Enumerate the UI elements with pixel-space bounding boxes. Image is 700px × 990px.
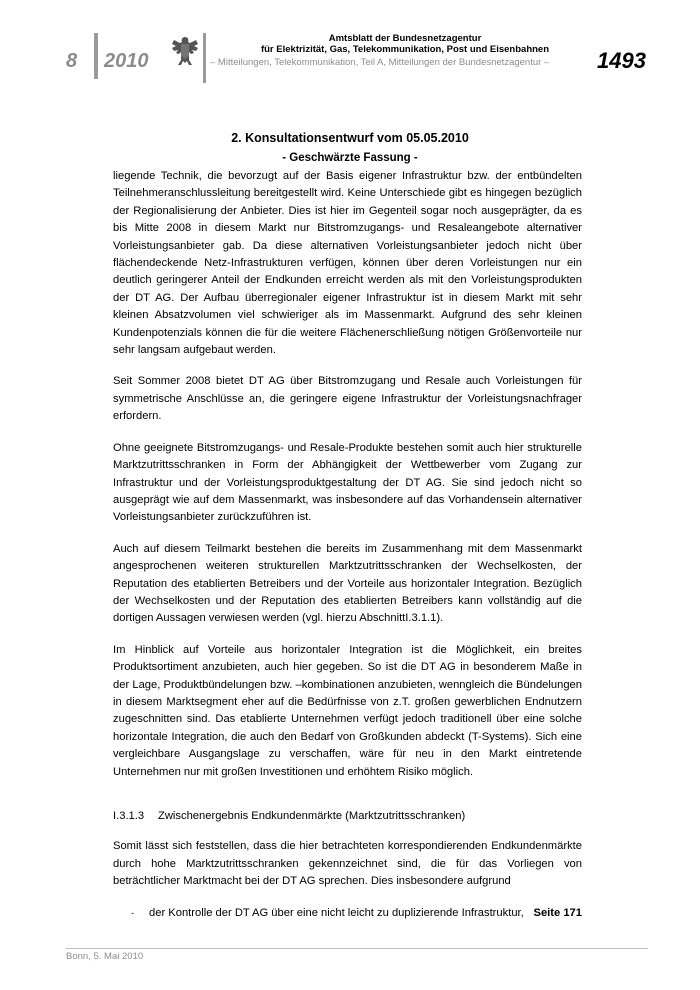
issue-year: 2010 xyxy=(104,50,149,72)
paragraph: Auch auf diesem Teilmarkt bestehen die bereits im Zusammenhang mit dem Massenmarkt angesprochenen weiteren strukturellen Marktzutrittsschranken der Wechselkosten, der Reputation des etablierten Betreibers und der Vorteile aus horizontaler Integration. Bezüglich der Wechselkosten und der Reputation des etablierten Betreibers kann vollständig auf die dortigen Aussagen verwiesen werden (vgl. hierzu AbschnittI.3.1.1). xyxy=(113,542,582,625)
footer-date: Bonn, 5. Mai 2010 xyxy=(66,951,144,962)
section-number: I.3.1.3 xyxy=(113,810,145,822)
document-subtitle: - Geschwärzte Fassung - xyxy=(282,152,418,164)
header-divider xyxy=(94,33,98,79)
list-item xyxy=(113,905,582,922)
footer-divider xyxy=(66,948,648,949)
bullet-dash: - xyxy=(131,907,134,918)
paragraph: Seit Sommer 2008 bietet DT AG über Bitstromzugang und Resale auch Vorleistungen für symmetrische Anschlüsse an, die geringere eigene Infrastruktur der Vorleistungsnachfrager erfordern. xyxy=(113,375,582,423)
section-title: Zwischenergebnis Endkundenmärkte (Marktzutrittsschranken) xyxy=(158,810,466,822)
paragraph: Im Hinblick auf Vorteile aus horizontaler Integration ist die Möglichkeit, ein breites Produktsortiment anzubieten, auch hier gegeben. So ist die DT AG in besonderem Maße in der Lage, Produktbündelungen bzw. –kombinationen anzubieten, wenngleich die Bündelungen in diesem Marktsegment eher auf die Bedürfnisse von z.T. großen gewerblichen Endnutzern zugeschnitten sind. Das etablierte Unternehmen verfügt jedoch traditionell über eine solche horizontale Integration, die auch den Bedarf von Großkunden abdeckt (T-Systems). Sich eine vergleichbare Ausgangslage zu verschaffen, wäre für neu in den Markt eintretende Unternehmen nur mit großen Investitionen und erhöhtem Risiko möglich. xyxy=(113,643,582,778)
issue-number: 8 xyxy=(66,50,78,72)
paragraph: Somit lässt sich feststellen, dass die hier betrachteten korrespondierenden Endkundenmärkte durch hohe Marktzutrittsschranken gekennzeichnet sind, die für das Vorliegen von beträchtlicher Marktmacht bei der DT AG sprechen. Dies insbesondere aufgrund xyxy=(113,840,582,888)
paragraph: liegende Technik, die bevorzugt auf der Basis eigener Infrastruktur bzw. der entbündelten Teilnehmeranschlussleitung bereitgestellt wird. Keine Unterschiede gibt es hingegen bezüglich der Regionalisierung der Anbieter. Dies ist hier im Gegenteil sogar noch ausgeprägter, da es bis Mitte 2008 in diesem Markt nur Bitstromzugangs- und Resaleangebote alternativer Vorleistungsanbieter gab. Da diese alternativen Vorleistungsanbieter jedoch nicht über flächendeckende Netz-Infrastrukturen verfügen, können über deren Vorleistungen nur ein deutlich geringerer Anteil der Endkunden erreicht werden als mit den Vorleistungsprodukten der DT AG. Der Aufbau überregionaler eigener Infrastruktur ist in diesem Markt mit sehr kleinen Absatzvolumen viel schwieriger als im Massenmarkt. Aufgrund des sehr kleinen Kundenpotenzials können die für die weitere Flächenerschließung nötigen Größenvorteile nur sehr langsam aufgebaut werden. xyxy=(113,170,582,357)
gazette-title: Amtsblatt der Bundesnetzagentur xyxy=(328,33,482,44)
document-title: 2. Konsultationsentwurf vom 05.05.2010 xyxy=(231,131,469,145)
document-body xyxy=(113,168,582,922)
gazette-title-sub: für Elektrizität, Gas, Telekommunikation, Post und Eisenbahnen xyxy=(260,44,550,55)
paragraph: Ohne geeignete Bitstromzugangs- und Resale-Produkte bestehen somit auch hier strukturelle Marktzutrittsschranken in Form der Abhängigkeit der Wettbewerber vom Zugang zur Infrastruktur und der Vorleistungsproduktgestaltung der DT AG. Sie sind jedoch nicht so ausgeprägt wie auf dem Massenmarkt, was insbesondere auf das Vorhandensein alternativer Vorleistungsanbieter zurückzuführen ist. xyxy=(113,441,582,524)
page-number: 1493 xyxy=(597,48,646,73)
page-label: Seite 171 xyxy=(533,907,582,919)
gazette-section: – Mitteilungen, Telekommunikation, Teil A, Mitteilungen der Bundesnetzagentur – xyxy=(210,57,550,68)
list-item-text: der Kontrolle der DT AG über eine nicht leicht zu duplizierende Infrastruktur, xyxy=(149,906,524,919)
section-heading xyxy=(113,808,582,825)
